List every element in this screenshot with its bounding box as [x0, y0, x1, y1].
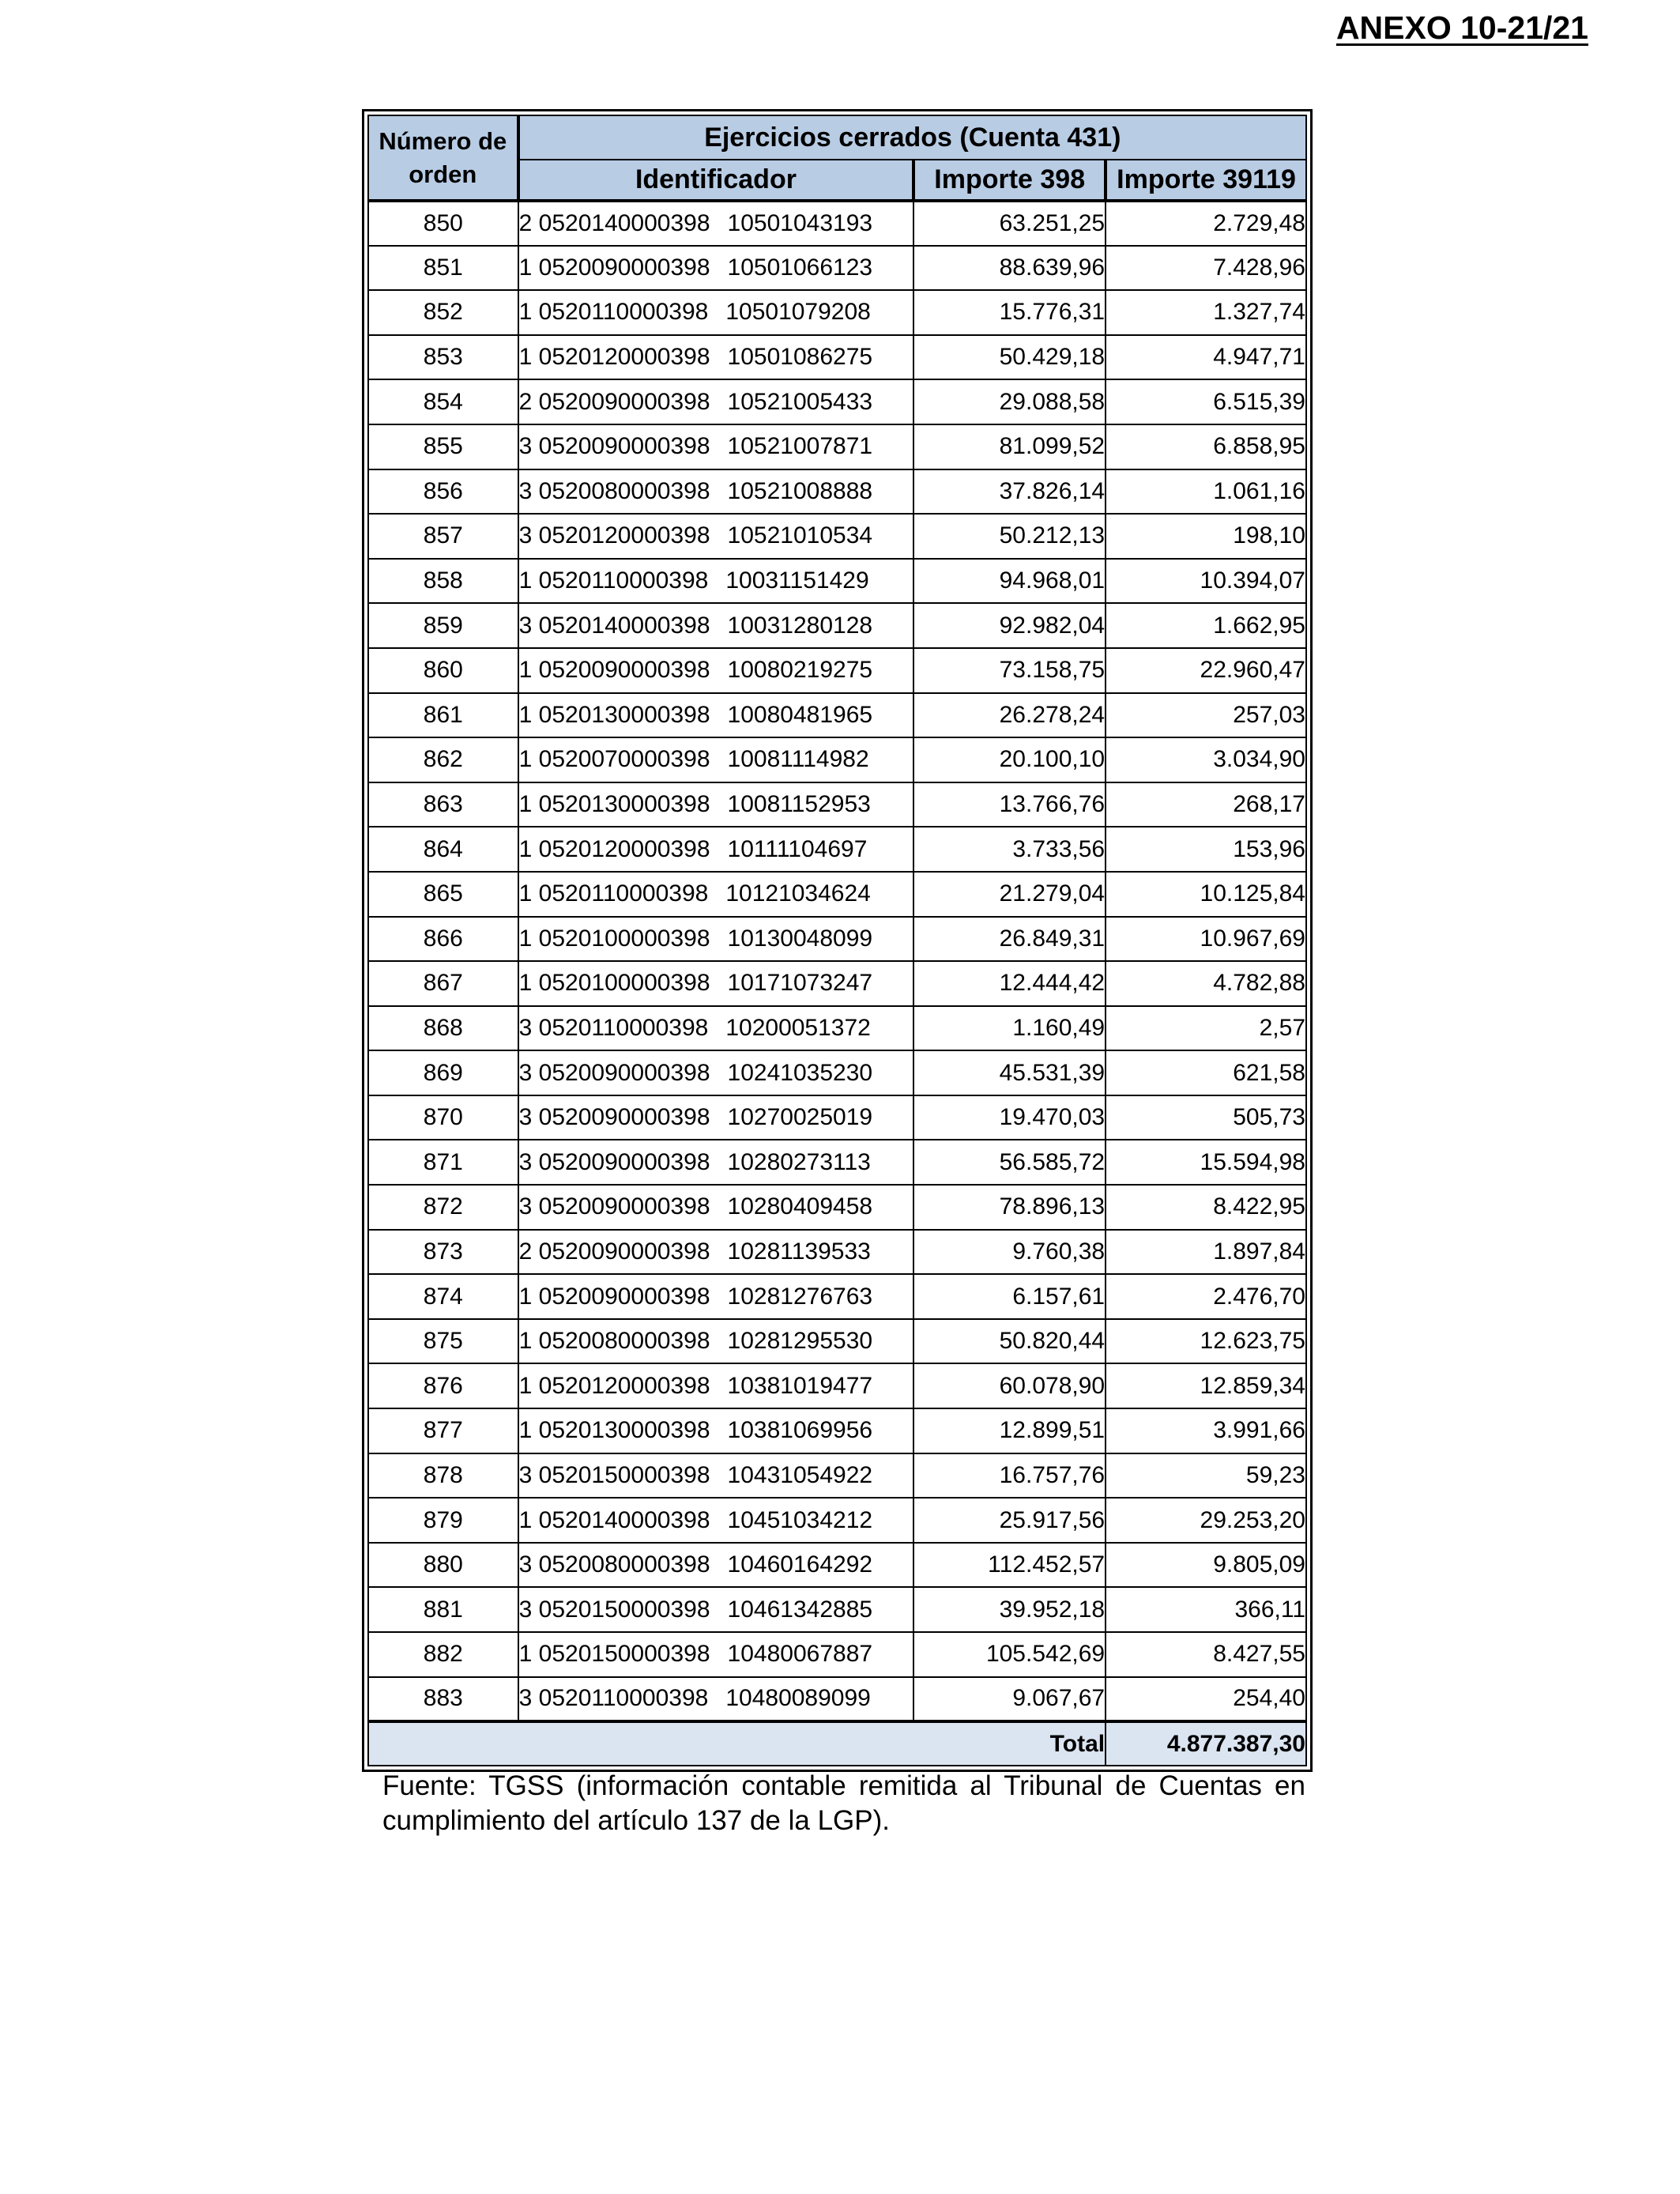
cell-importe-398: 81.099,52 [913, 424, 1106, 469]
identificador-part-a: 1 0520110000398 [518, 880, 709, 907]
identificador-part-a: 1 0520090000398 [518, 657, 710, 684]
cell-importe-398: 45.531,39 [913, 1050, 1106, 1095]
table-row [368, 693, 1306, 738]
identificador-part-a: 3 0520110000398 [518, 1685, 709, 1712]
header-importe-39119: Importe 39119 [1106, 160, 1306, 201]
table-row [368, 379, 1306, 424]
table-row [368, 872, 1306, 917]
cell-numero-orden: 862 [368, 737, 518, 782]
cell-importe-398: 88.639,96 [913, 246, 1106, 291]
header-identificador: Identificador [518, 160, 914, 201]
table-row [368, 424, 1306, 469]
cell-importe-398: 15.776,31 [913, 290, 1106, 335]
cell-identificador [518, 1498, 914, 1543]
cell-importe-398: 73.158,75 [913, 648, 1106, 693]
identificador-part-b: 10281295530 [727, 1328, 873, 1355]
total-row [368, 1721, 1306, 1766]
identificador-part-a: 3 0520090000398 [518, 1148, 710, 1175]
total-value: 4.877.387,30 [1106, 1721, 1306, 1766]
cell-importe-398: 29.088,58 [913, 379, 1106, 424]
cell-importe-398: 6.157,61 [913, 1274, 1106, 1319]
cell-identificador [518, 1453, 914, 1498]
cell-importe-398: 19.470,03 [913, 1095, 1106, 1140]
cell-identificador [518, 648, 914, 693]
cell-importe-39119: 10.394,07 [1106, 559, 1306, 604]
identificador-part-b: 10080219275 [727, 657, 873, 684]
header-ejercicios-cerrados: Ejercicios cerrados (Cuenta 431) [518, 115, 1306, 160]
cell-numero-orden: 874 [368, 1274, 518, 1319]
cell-numero-orden: 861 [368, 693, 518, 738]
table-row [368, 246, 1306, 291]
cell-importe-39119: 8.427,55 [1106, 1632, 1306, 1677]
cell-importe-398: 56.585,72 [913, 1140, 1106, 1185]
cell-importe-398: 9.067,67 [913, 1677, 1106, 1722]
cell-identificador [518, 379, 914, 424]
cell-identificador [518, 782, 914, 827]
cell-numero-orden: 855 [368, 424, 518, 469]
cell-importe-398: 20.100,10 [913, 737, 1106, 782]
identificador-part-a: 1 0520130000398 [518, 791, 710, 818]
cell-importe-398: 50.429,18 [913, 335, 1106, 380]
table-row [368, 1230, 1306, 1275]
cell-numero-orden: 864 [368, 827, 518, 872]
identificador-part-a: 1 0520100000398 [518, 970, 710, 997]
identificador-part-a: 3 0520090000398 [518, 1059, 710, 1086]
cell-importe-398: 3.733,56 [913, 827, 1106, 872]
cell-numero-orden: 868 [368, 1006, 518, 1051]
identificador-part-a: 1 0520130000398 [518, 1417, 710, 1444]
identificador-part-a: 1 0520110000398 [518, 567, 709, 594]
cell-identificador [518, 1140, 914, 1185]
identificador-part-a: 1 0520090000398 [518, 254, 710, 281]
total-label: Total [368, 1721, 1106, 1766]
cell-importe-39119: 12.623,75 [1106, 1319, 1306, 1364]
identificador-part-b: 10501043193 [727, 209, 873, 236]
identificador-part-b: 10521005433 [727, 388, 873, 415]
cell-numero-orden: 883 [368, 1677, 518, 1722]
cell-identificador [518, 1274, 914, 1319]
cell-importe-398: 26.849,31 [913, 917, 1106, 962]
cell-importe-398: 94.968,01 [913, 559, 1106, 604]
cell-importe-39119: 29.253,20 [1106, 1498, 1306, 1543]
cell-numero-orden: 853 [368, 335, 518, 380]
cell-numero-orden: 866 [368, 917, 518, 962]
identificador-part-a: 1 0520080000398 [518, 1328, 710, 1355]
identificador-part-b: 10381019477 [727, 1372, 873, 1399]
identificador-part-a: 1 0520150000398 [518, 1641, 710, 1668]
header-numero-orden: Número de orden [368, 115, 518, 201]
identificador-part-b: 10081114982 [727, 746, 869, 773]
cell-identificador [518, 1587, 914, 1632]
cell-identificador [518, 872, 914, 917]
cell-identificador [518, 827, 914, 872]
identificador-part-a: 3 0520140000398 [518, 612, 710, 639]
cell-importe-39119: 4.947,71 [1106, 335, 1306, 380]
identificador-part-a: 1 0520110000398 [518, 299, 709, 326]
cell-identificador [518, 246, 914, 291]
cell-importe-398: 60.078,90 [913, 1363, 1106, 1408]
identificador-part-a: 1 0520090000398 [518, 1283, 710, 1310]
cell-importe-39119: 4.782,88 [1106, 961, 1306, 1006]
table-row [368, 1140, 1306, 1185]
table-row [368, 603, 1306, 648]
identificador-part-b: 10521007871 [727, 433, 873, 460]
cell-numero-orden: 850 [368, 201, 518, 246]
identificador-part-b: 10031280128 [727, 612, 873, 639]
cell-numero-orden: 860 [368, 648, 518, 693]
identificador-part-b: 10501079208 [725, 299, 871, 326]
identificador-part-a: 3 0520090000398 [518, 433, 710, 460]
table-row [368, 1006, 1306, 1051]
identificador-part-a: 3 0520120000398 [518, 522, 710, 549]
cell-importe-39119: 3.991,66 [1106, 1408, 1306, 1453]
identificador-part-b: 10031151429 [725, 567, 869, 594]
table-row [368, 1632, 1306, 1677]
table-row [368, 1274, 1306, 1319]
identificador-part-a: 3 0520080000398 [518, 477, 710, 504]
cell-importe-39119: 2,57 [1106, 1006, 1306, 1051]
table-row [368, 961, 1306, 1006]
cell-importe-39119: 10.967,69 [1106, 917, 1306, 962]
cell-identificador [518, 961, 914, 1006]
identificador-part-a: 2 0520090000398 [518, 1238, 710, 1265]
cell-importe-39119: 621,58 [1106, 1050, 1306, 1095]
table-row [368, 514, 1306, 559]
cell-identificador [518, 1230, 914, 1275]
cell-importe-398: 50.820,44 [913, 1319, 1106, 1364]
table-row [368, 1498, 1306, 1543]
cell-importe-39119: 1.662,95 [1106, 603, 1306, 648]
identificador-part-a: 3 0520090000398 [518, 1193, 710, 1220]
cell-identificador [518, 917, 914, 962]
cell-identificador [518, 1632, 914, 1677]
cell-identificador [518, 514, 914, 559]
identificador-part-b: 10171073247 [727, 970, 873, 997]
cell-numero-orden: 881 [368, 1587, 518, 1632]
identificador-part-b: 10381069956 [727, 1417, 873, 1444]
cell-importe-39119: 6.515,39 [1106, 379, 1306, 424]
cell-numero-orden: 875 [368, 1319, 518, 1364]
cell-importe-39119: 254,40 [1106, 1677, 1306, 1722]
cell-importe-398: 50.212,13 [913, 514, 1106, 559]
identificador-part-a: 1 0520120000398 [518, 835, 710, 862]
cell-identificador [518, 1095, 914, 1140]
cell-importe-398: 92.982,04 [913, 603, 1106, 648]
cell-importe-398: 12.899,51 [913, 1408, 1106, 1453]
cell-importe-398: 37.826,14 [913, 469, 1106, 515]
identificador-part-a: 3 0520150000398 [518, 1596, 710, 1623]
identificador-part-b: 10480089099 [725, 1685, 871, 1712]
identificador-part-b: 10241035230 [727, 1059, 873, 1086]
identificador-part-b: 10281139533 [727, 1238, 871, 1265]
cell-numero-orden: 876 [368, 1363, 518, 1408]
cell-numero-orden: 863 [368, 782, 518, 827]
cell-importe-39119: 7.428,96 [1106, 246, 1306, 291]
table-row [368, 737, 1306, 782]
cell-importe-39119: 268,17 [1106, 782, 1306, 827]
table-row [368, 290, 1306, 335]
identificador-part-b: 10480067887 [727, 1641, 873, 1668]
cell-numero-orden: 872 [368, 1185, 518, 1230]
cell-numero-orden: 879 [368, 1498, 518, 1543]
table-row [368, 1677, 1306, 1722]
identificador-part-b: 10130048099 [727, 925, 873, 952]
cell-identificador [518, 424, 914, 469]
identificador-part-a: 1 0520100000398 [518, 925, 710, 952]
cell-importe-39119: 153,96 [1106, 827, 1306, 872]
identificador-part-b: 10451034212 [727, 1506, 873, 1533]
header-importe-398: Importe 398 [913, 160, 1106, 201]
table-row [368, 335, 1306, 380]
cell-identificador [518, 693, 914, 738]
identificador-part-b: 10280409458 [727, 1193, 873, 1220]
cell-importe-39119: 15.594,98 [1106, 1140, 1306, 1185]
cell-numero-orden: 857 [368, 514, 518, 559]
cell-importe-39119: 1.327,74 [1106, 290, 1306, 335]
identificador-part-b: 10521010534 [727, 522, 873, 549]
cell-importe-39119: 8.422,95 [1106, 1185, 1306, 1230]
table-row [368, 1050, 1306, 1095]
table-row [368, 782, 1306, 827]
cell-importe-39119: 22.960,47 [1106, 648, 1306, 693]
cell-numero-orden: 878 [368, 1453, 518, 1498]
cell-importe-39119: 505,73 [1106, 1095, 1306, 1140]
cell-importe-39119: 3.034,90 [1106, 737, 1306, 782]
table-row [368, 469, 1306, 515]
identificador-part-a: 1 0520140000398 [518, 1506, 710, 1533]
identificador-part-b: 10121034624 [725, 880, 871, 907]
cell-importe-39119: 257,03 [1106, 693, 1306, 738]
table-row [368, 559, 1306, 604]
cell-importe-398: 25.917,56 [913, 1498, 1106, 1543]
cell-identificador [518, 737, 914, 782]
table-row [368, 1363, 1306, 1408]
cell-importe-39119: 6.858,95 [1106, 424, 1306, 469]
table-row [368, 1185, 1306, 1230]
cell-numero-orden: 869 [368, 1050, 518, 1095]
annex-title: ANEXO 10-21/21 [1335, 9, 1588, 46]
identificador-part-a: 3 0520150000398 [518, 1461, 710, 1488]
cell-numero-orden: 880 [368, 1543, 518, 1588]
identificador-part-a: 3 0520090000398 [518, 1104, 710, 1131]
identificador-part-a: 2 0520090000398 [518, 388, 710, 415]
identificador-part-b: 10431054922 [727, 1461, 873, 1488]
cell-numero-orden: 852 [368, 290, 518, 335]
cell-importe-39119: 2.476,70 [1106, 1274, 1306, 1319]
cell-importe-39119: 59,23 [1106, 1453, 1306, 1498]
accounts-table [367, 115, 1307, 1766]
cell-importe-398: 26.278,24 [913, 693, 1106, 738]
cell-importe-398: 105.542,69 [913, 1632, 1106, 1677]
cell-identificador [518, 469, 914, 515]
cell-importe-39119: 1.897,84 [1106, 1230, 1306, 1275]
cell-numero-orden: 873 [368, 1230, 518, 1275]
identificador-part-a: 1 0520070000398 [518, 746, 710, 773]
cell-numero-orden: 858 [368, 559, 518, 604]
cell-numero-orden: 854 [368, 379, 518, 424]
cell-importe-39119: 9.805,09 [1106, 1543, 1306, 1588]
table-row [368, 917, 1306, 962]
cell-identificador [518, 1543, 914, 1588]
identificador-part-b: 10521008888 [727, 477, 873, 504]
table-row [368, 827, 1306, 872]
cell-identificador [518, 1363, 914, 1408]
cell-identificador [518, 1185, 914, 1230]
table-row [368, 1543, 1306, 1588]
table-row [368, 1095, 1306, 1140]
cell-importe-398: 39.952,18 [913, 1587, 1106, 1632]
cell-importe-398: 13.766,76 [913, 782, 1106, 827]
cell-importe-398: 21.279,04 [913, 872, 1106, 917]
cell-numero-orden: 882 [368, 1632, 518, 1677]
table-body [368, 201, 1306, 1721]
cell-importe-398: 78.896,13 [913, 1185, 1106, 1230]
cell-importe-398: 12.444,42 [913, 961, 1106, 1006]
identificador-part-b: 10200051372 [725, 1014, 871, 1041]
cell-identificador [518, 1408, 914, 1453]
cell-importe-39119: 12.859,34 [1106, 1363, 1306, 1408]
cell-importe-398: 9.760,38 [913, 1230, 1106, 1275]
cell-importe-398: 1.160,49 [913, 1006, 1106, 1051]
cell-identificador [518, 201, 914, 246]
source-note: Fuente: TGSS (información contable remitida al Tribunal de Cuentas en cumplimiento del artículo 137 de la LGP). [382, 1770, 1305, 1836]
cell-importe-39119: 198,10 [1106, 514, 1306, 559]
cell-numero-orden: 851 [368, 246, 518, 291]
cell-numero-orden: 859 [368, 603, 518, 648]
identificador-part-b: 10111104697 [727, 835, 868, 862]
table-row [368, 201, 1306, 246]
cell-identificador [518, 1050, 914, 1095]
cell-identificador [518, 559, 914, 604]
identificador-part-a: 1 0520120000398 [518, 1372, 710, 1399]
cell-identificador [518, 1677, 914, 1722]
identificador-part-b: 10460164292 [727, 1551, 873, 1578]
cell-importe-39119: 366,11 [1106, 1587, 1306, 1632]
cell-identificador [518, 335, 914, 380]
identificador-part-a: 1 0520130000398 [518, 701, 710, 728]
table-row [368, 1408, 1306, 1453]
cell-importe-39119: 1.061,16 [1106, 469, 1306, 515]
cell-importe-398: 112.452,57 [913, 1543, 1106, 1588]
identificador-part-a: 3 0520110000398 [518, 1014, 709, 1041]
identificador-part-b: 10501066123 [727, 254, 873, 281]
cell-numero-orden: 877 [368, 1408, 518, 1453]
identificador-part-b: 10461342885 [727, 1596, 873, 1623]
cell-identificador [518, 1319, 914, 1364]
cell-importe-39119: 10.125,84 [1106, 872, 1306, 917]
identificador-part-a: 1 0520120000398 [518, 344, 710, 371]
cell-importe-398: 16.757,76 [913, 1453, 1106, 1498]
identificador-part-b: 10280273113 [727, 1148, 871, 1175]
cell-importe-398: 63.251,25 [913, 201, 1106, 246]
accounts-table-frame [362, 109, 1313, 1772]
table-row [368, 648, 1306, 693]
identificador-part-a: 2 0520140000398 [518, 209, 710, 236]
cell-identificador [518, 290, 914, 335]
table-row [368, 1319, 1306, 1364]
identificador-part-b: 10281276763 [727, 1283, 873, 1310]
cell-numero-orden: 856 [368, 469, 518, 515]
cell-numero-orden: 870 [368, 1095, 518, 1140]
table-row [368, 1587, 1306, 1632]
cell-importe-39119: 2.729,48 [1106, 201, 1306, 246]
cell-identificador [518, 603, 914, 648]
cell-numero-orden: 865 [368, 872, 518, 917]
cell-identificador [518, 1006, 914, 1051]
identificador-part-a: 3 0520080000398 [518, 1551, 710, 1578]
cell-numero-orden: 871 [368, 1140, 518, 1185]
identificador-part-b: 10081152953 [727, 791, 871, 818]
cell-numero-orden: 867 [368, 961, 518, 1006]
table-row [368, 1453, 1306, 1498]
identificador-part-b: 10270025019 [727, 1104, 873, 1131]
identificador-part-b: 10080481965 [727, 701, 873, 728]
identificador-part-b: 10501086275 [727, 344, 873, 371]
